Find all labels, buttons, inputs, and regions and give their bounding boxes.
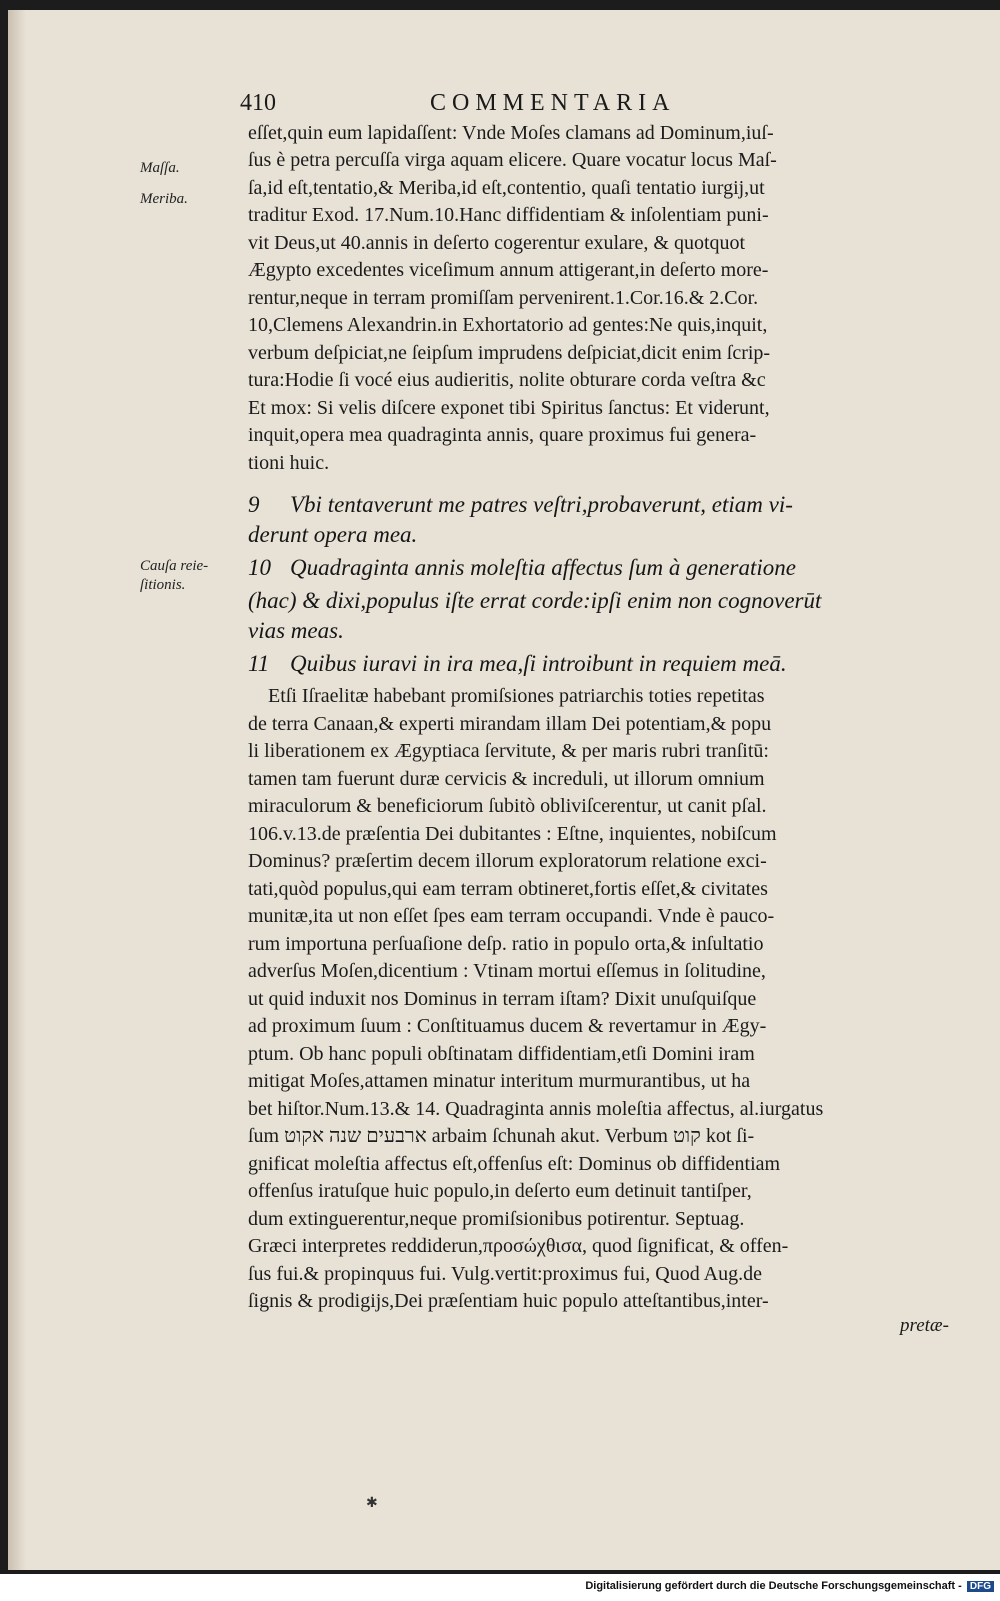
text-line: bet hiſtor.Num.13.& 14. Quadraginta annis moleſtia affectus, al.iurgatus — [248, 1098, 824, 1120]
text-line: 10,Clemens Alexandrin.in Exhortatorio ad gentes:Ne quis,inquit, — [248, 314, 768, 336]
text-line: miraculorum & beneficiorum ſubitò obliviſcerentur, ut canit pſal. — [248, 795, 767, 817]
verse-11-line — [248, 649, 972, 679]
text-line: gnificat moleſtia affectus eſt,offenſus eſt: Dominus ob diffidentiam — [248, 1153, 781, 1175]
text-line: ut quid induxit nos Dominus in terram iſtam? Dixit unuſquiſque — [248, 988, 757, 1010]
text-line: inquit,opera mea quadraginta annis, quare proximus fui genera- — [248, 424, 757, 446]
text-line: Dominus? præſertim decem illorum exploratorum relatione exci- — [248, 850, 767, 872]
page-number: 410 — [240, 90, 276, 116]
text-line: tioni huic. — [248, 452, 330, 474]
digitization-credit — [585, 1580, 994, 1592]
text-line: tamen tam fuerunt duræ cervicis & increduli, ut illorum omnium — [248, 768, 765, 790]
verse-text: Quibus iuravi in ira mea,ſi introibunt in requiem meā. — [290, 651, 787, 676]
text-line: traditur Exod. 17.Num.10.Hanc diffidentiam & inſolentiam puni- — [248, 204, 769, 226]
text-line: offenſus iratuſque huic populo,in deſerto eum detinuit tantiſper, — [248, 1180, 752, 1202]
text-line: Et mox: Si velis diſcere exponet tibi Spiritus ſanctus: Et viderunt, — [248, 397, 770, 419]
verse-number: 11 — [248, 651, 270, 676]
text-line: tura:Hodie ſi vocé eius audieritis, nolite obturare corda veſtra &c — [248, 369, 766, 391]
credit-text: Digitalisierung gefördert durch die Deutsche Forschungsgemeinschaft - — [585, 1580, 962, 1592]
verse-10-line: (hac) & dixi,populus iſte errat corde:ipſi enim non cognoverūt — [248, 588, 822, 613]
text-line — [248, 683, 972, 710]
text-line: eſſet,quin eum lapidaſſent: Vnde Moſes clamans ad Dominum,iuſ- — [248, 122, 774, 144]
page-gutter-shadow — [8, 10, 26, 1570]
text-line: Græci interpretes reddiderun,προσώχθισα, quod ſignificat, & offen- — [248, 1235, 789, 1257]
margin-note-causa: Cauſa reie- — [140, 558, 209, 574]
printer-ornament-icon: ✱ — [366, 1495, 378, 1511]
verse-9-line — [248, 490, 972, 520]
verse-10-line: vias meas. — [248, 618, 344, 643]
text-line: Ægypto excedentes viceſimum annum attigerant,in deſerto more- — [248, 259, 769, 281]
verse-10-line — [248, 553, 972, 583]
text-line-content: Etſi Iſraelitæ habebant promiſsiones patriarchis toties repetitas — [268, 685, 765, 707]
text-line: ad proximum ſuum : Conſtituamus ducem & revertamur in Ægy- — [248, 1015, 767, 1037]
text-line: ſum ארבעים שנה אקוט arbaim ſchunah akut. Verbum קוט kot ſi- — [248, 1125, 755, 1147]
text-line: verbum deſpiciat,ne ſeipſum imprudens deſpiciat,dicit enim ſcrip- — [248, 342, 771, 364]
margin-note-massa: Maſſa. — [140, 160, 180, 176]
text-line: rentur,neque in terram promiſſam pervenirent.1.Cor.16.& 2.Cor. — [248, 287, 759, 309]
margin-note-meriba: Meriba. — [140, 191, 188, 207]
running-head: COMMENTARIA — [430, 90, 676, 116]
text-line: dum extinguerentur,neque promiſsionibus potirentur. Septuag. — [248, 1208, 745, 1230]
text-line: ſus è petra percuſſa virga aquam elicere. Quare vocatur locus Maſ- — [248, 149, 777, 171]
text-line: 106.v.13.de præſentia Dei dubitantes : Eſtne, inquientes, nobiſcum — [248, 823, 777, 845]
verse-text: Quadraginta annis moleſtia affectus ſum à generatione — [290, 555, 796, 580]
text-line: li liberationem ex Ægyptiaca ſervitute, & per maris rubri tranſitū: — [248, 740, 769, 762]
dfg-logo: DFG — [967, 1581, 994, 1592]
verse-text: Vbi tentaverunt me patres veſtri,probaverunt, etiam vi- — [290, 492, 793, 517]
text-line: vit Deus,ut 40.annis in deſerto cogerentur exulare, & quotquot — [248, 232, 746, 254]
catchword: pretæ- — [900, 1315, 949, 1336]
verse-number: 9 — [248, 492, 260, 517]
text-line: ptum. Ob hanc populi obſtinatam diffidentiam,etſi Domini iram — [248, 1043, 755, 1065]
verse-number: 10 — [248, 555, 271, 580]
page-header — [240, 90, 940, 120]
text-line: adverſus Moſen,dicentium : Vtinam mortui eſſemus in ſolitudine, — [248, 960, 766, 982]
text-line: tati,quòd populus,qui eam terram obtineret,fortis eſſet,& civitates — [248, 878, 768, 900]
text-line: de terra Canaan,& experti mirandam illam Dei potentiam,& popu — [248, 713, 772, 735]
margin-note-causa-cont: ſitionis. — [140, 577, 186, 593]
text-line: ſa,id eſt,tentatio,& Meriba,id eſt,contentio, quaſi tentatio iurgij,ut — [248, 177, 765, 199]
text-line: rum importuna perſuaſione deſp. ratio in populo orta,& inſultatio — [248, 933, 764, 955]
text-line: ſignis & prodigijs,Dei præſentiam huic populo atteſtantibus,inter- — [248, 1290, 769, 1312]
text-line: ſus fui.& propinquus fui. Vulg.vertit:proximus fui, Quod Aug.de — [248, 1263, 762, 1285]
text-line: mitigat Moſes,attamen minatur interitum murmurantibus, ut ha — [248, 1070, 751, 1092]
verse-9-line: derunt opera mea. — [248, 522, 418, 547]
text-line: munitæ,ita ut non eſſet ſpes eam terram occupandi. Vnde è pauco- — [248, 905, 775, 927]
